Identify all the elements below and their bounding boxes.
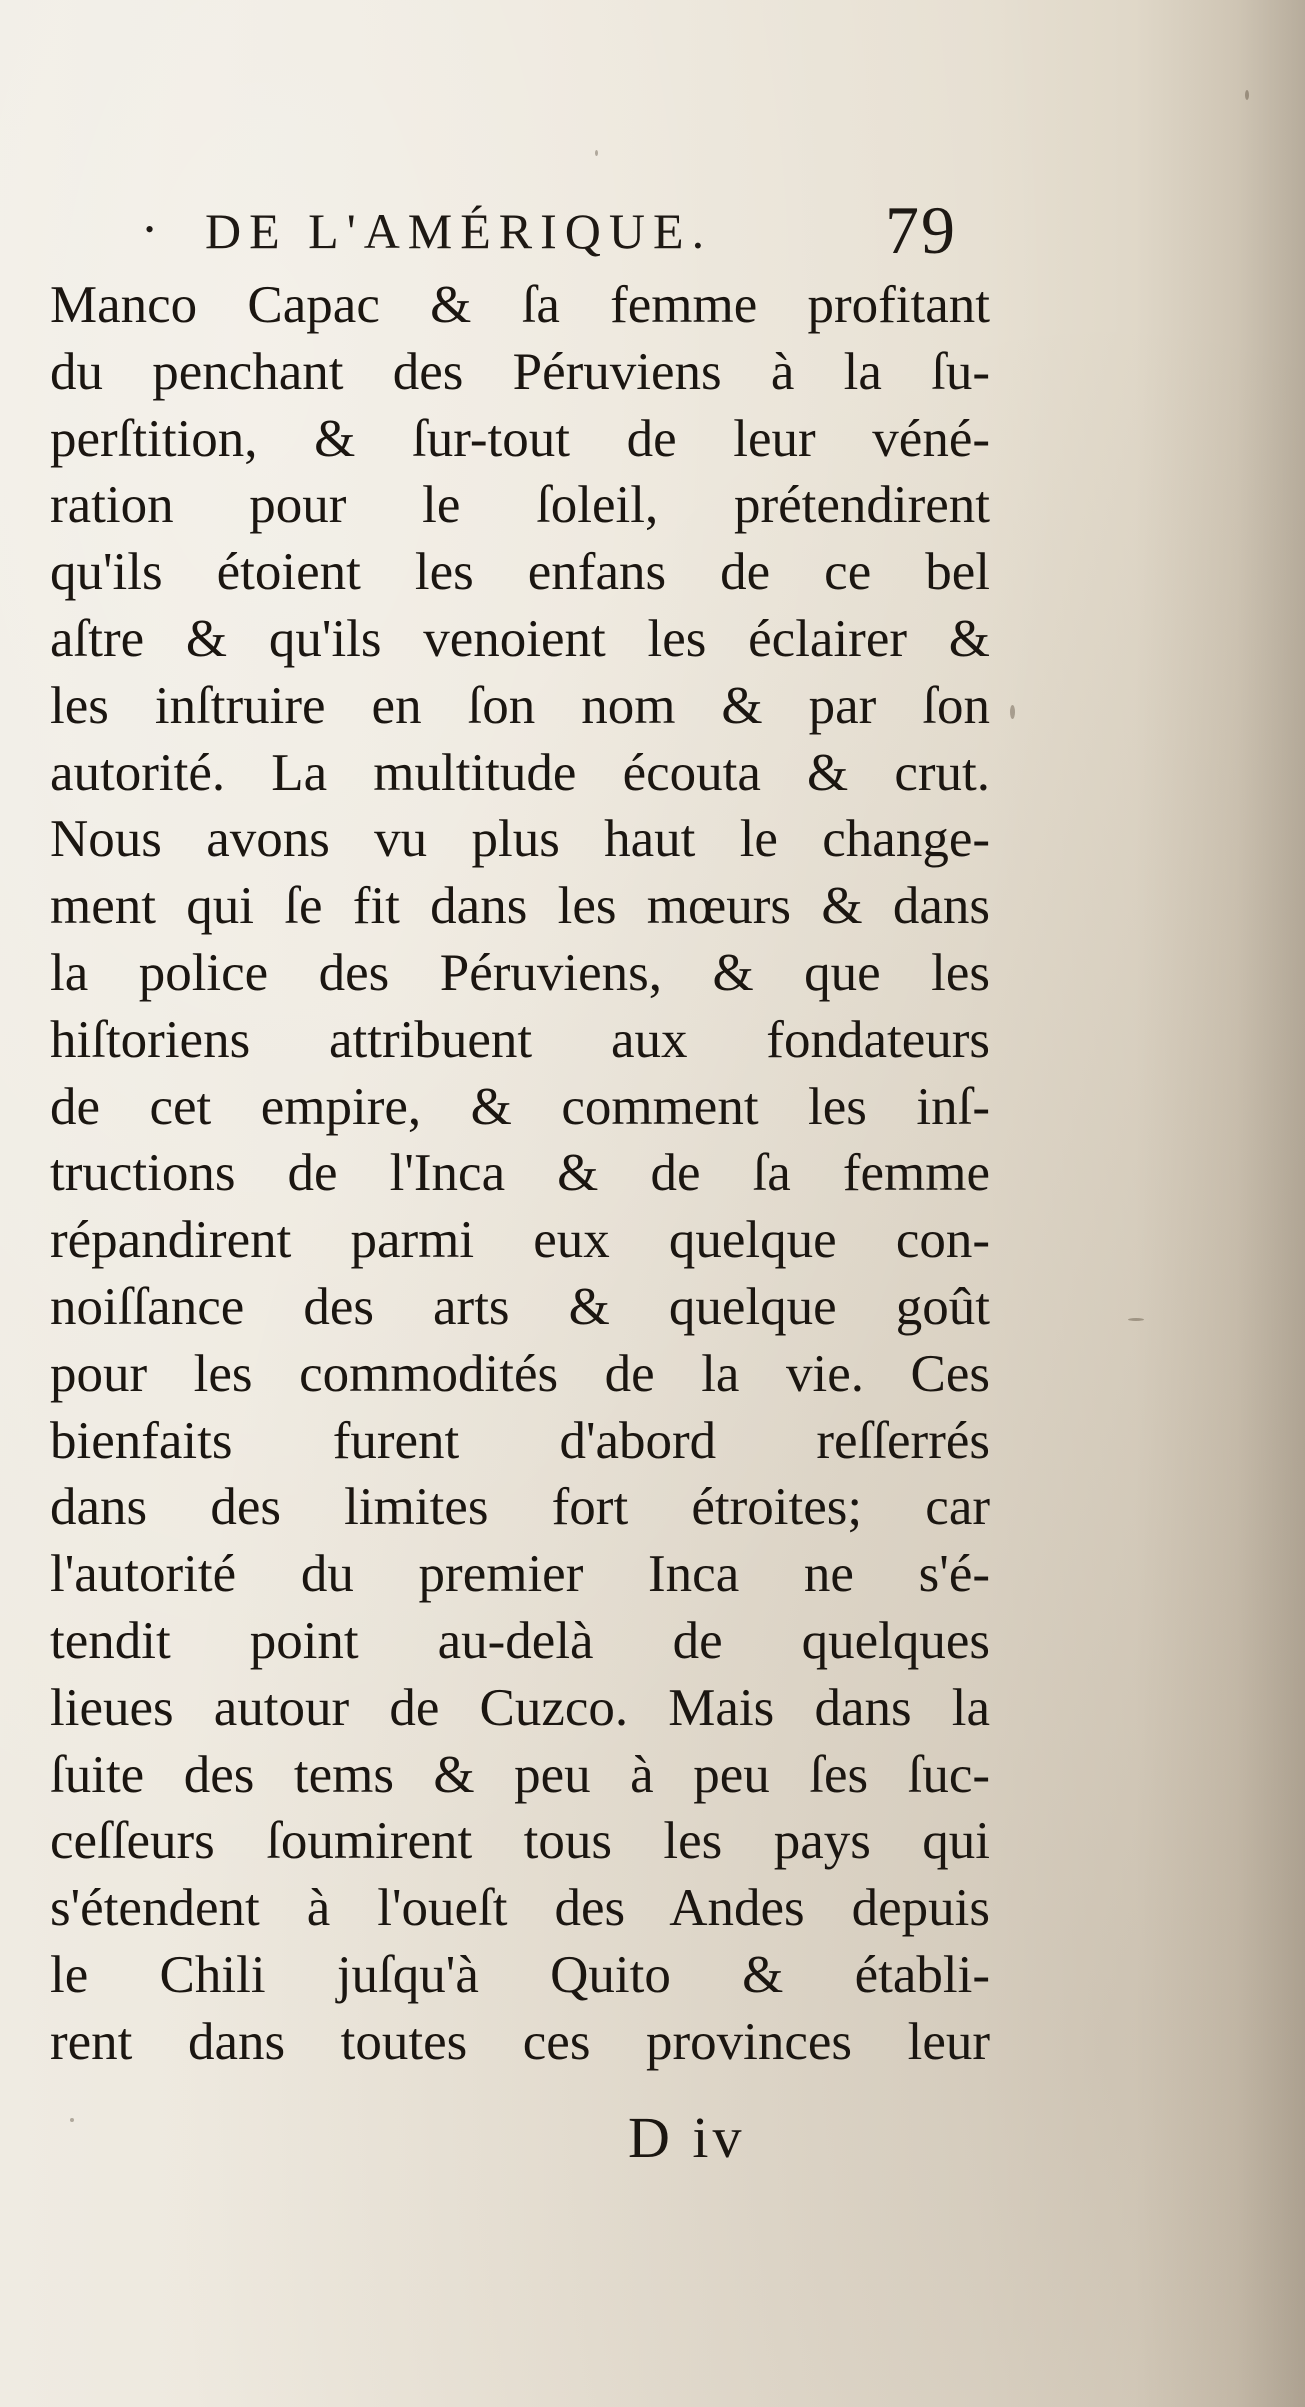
- text-line: du penchant des Péruviens à la ſu-: [50, 342, 990, 401]
- text-line: l'autorité du premier Inca ne s'é-: [50, 1545, 990, 1604]
- text-line: la police des Péruviens, & que les: [50, 943, 990, 1002]
- signature-mark: D iv: [628, 2105, 746, 2170]
- text-line: noiſſance des arts & quelque goût: [50, 1277, 990, 1336]
- text-line: bienfaits furent d'abord reſſerrés: [50, 1411, 990, 1470]
- text-line: qu'ils étoient les enfans de ce bel: [50, 543, 990, 602]
- text-line: ment qui ſe fit dans les mœurs & dans: [50, 877, 990, 936]
- text-line: perſtition, & ſur-tout de leur véné-: [50, 409, 990, 468]
- text-line: de cet empire, & comment les inſ-: [50, 1077, 990, 1136]
- text-line: Manco Capac & ſa femme profitant: [50, 276, 990, 334]
- page-number: 79: [885, 192, 957, 268]
- running-head-title: DE L'AMÉRIQUE.: [205, 203, 713, 259]
- text-line: répandirent parmi eux quelque con-: [50, 1211, 990, 1270]
- text-line: aſtre & qu'ils venoient les éclairer &: [50, 609, 990, 668]
- text-line: lieues autour de Cuzco. Mais dans la: [50, 1678, 990, 1737]
- text-line: ſuite des tems & peu à peu ſes ſuc-: [50, 1745, 990, 1804]
- page-edge-shadow: [1135, 0, 1305, 2407]
- text-line: hiſtoriens attribuent aux fondateurs: [50, 1010, 990, 1069]
- text-line: s'étendent à l'oueſt des Andes depuis: [50, 1879, 990, 1938]
- text-line: autorité. La multitude écouta & crut.: [50, 743, 990, 802]
- running-head: [145, 192, 975, 268]
- text-line: ceſſeurs ſoumirent tous les pays qui: [50, 1812, 990, 1871]
- text-line: tructions de l'Inca & de ſa femme: [50, 1144, 990, 1203]
- text-line: les inſtruire en ſon nom & par ſon: [50, 676, 990, 735]
- text-line: ration pour le ſoleil, prétendirent: [50, 476, 990, 535]
- text-line: Nous avons vu plus haut le change-: [50, 810, 990, 869]
- body-text: [50, 272, 990, 2076]
- text-line: tendit point au-delà de quelques: [50, 1611, 990, 1670]
- text-line: le Chili juſqu'à Quito & établi-: [50, 1945, 990, 2004]
- text-line: dans des limites fort étroites; car: [50, 1478, 990, 1537]
- text-line: pour les commodités de la vie. Ces: [50, 1344, 990, 1403]
- running-head-ornament: •: [145, 215, 155, 244]
- text-line: rent dans toutes ces provinces leur: [50, 2012, 990, 2071]
